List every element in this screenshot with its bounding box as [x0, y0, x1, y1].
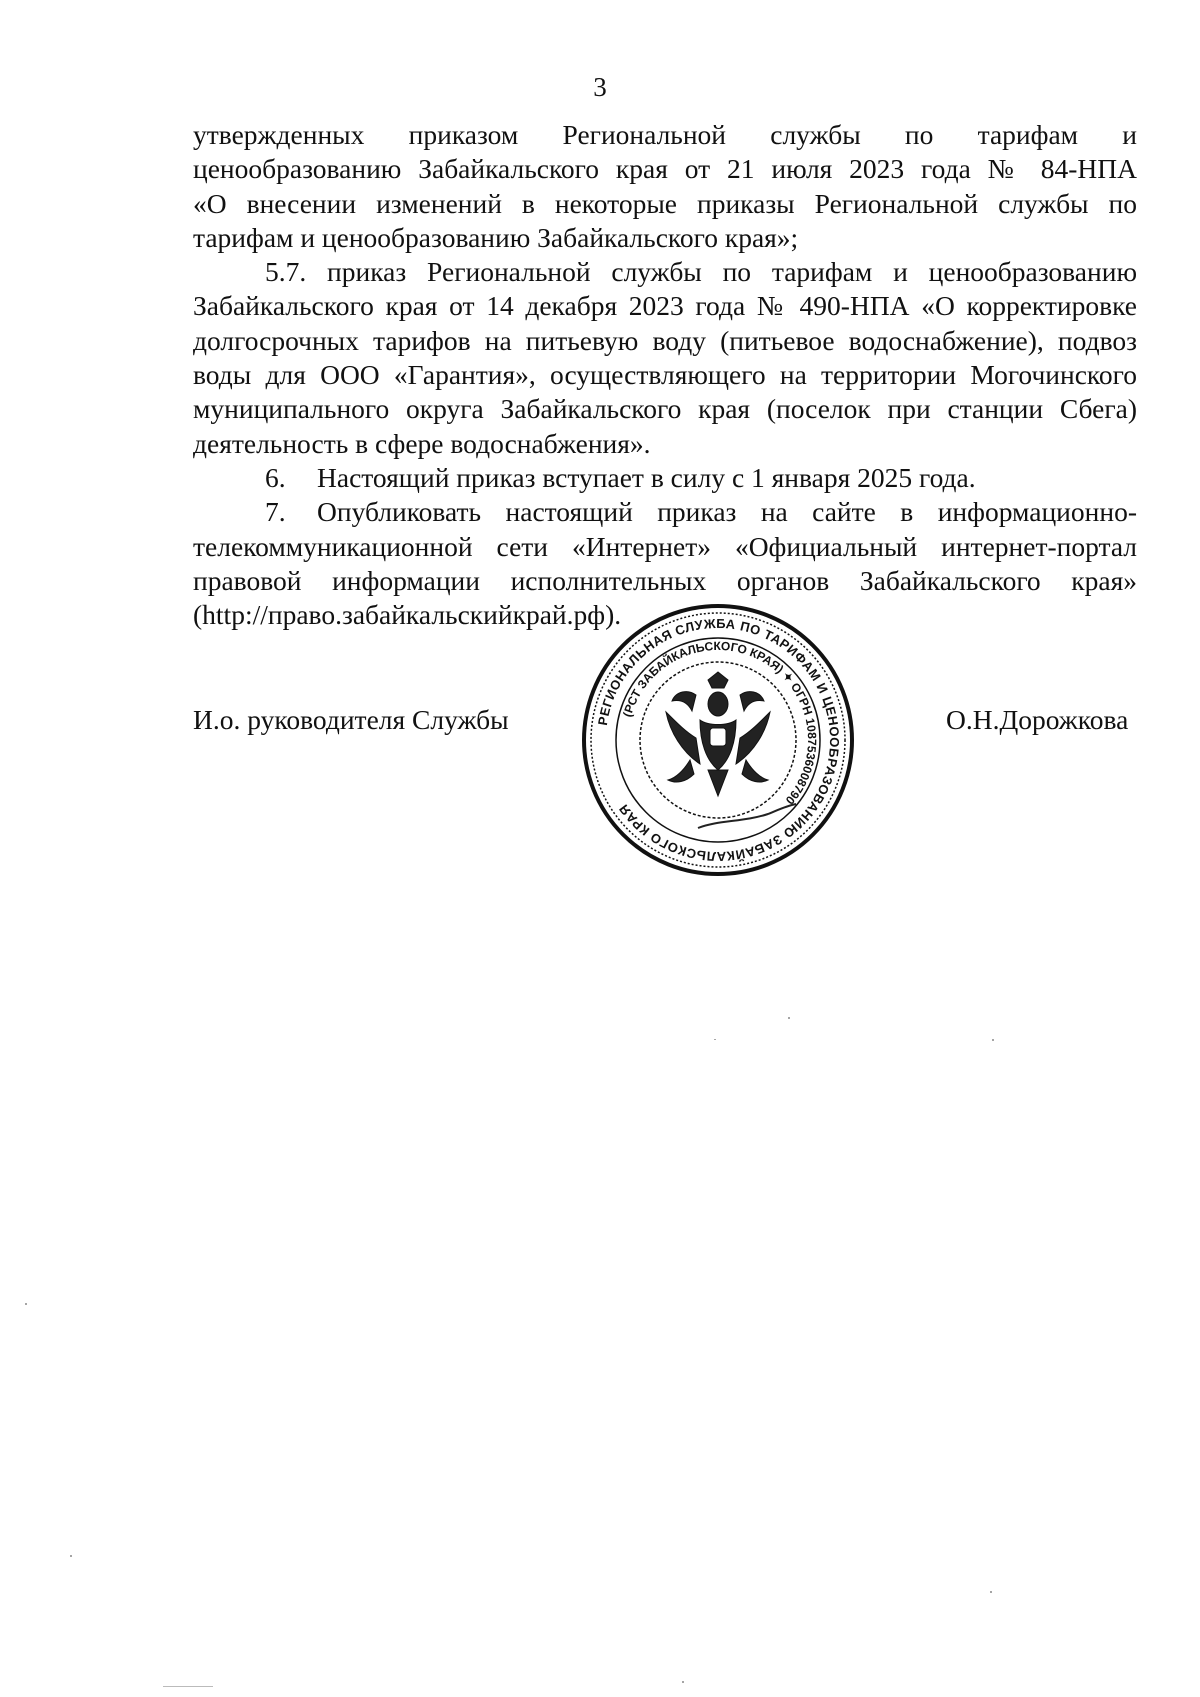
- paragraph-line: Забайкальского края от 14 декабря 2023 года № 490-НПА «О корректировке: [193, 290, 1137, 322]
- document-body: [193, 118, 1137, 632]
- paragraph-line: деятельность в сфере водоснабжения».: [193, 427, 651, 459]
- paragraph-line: воды для ООО «Гарантия», осуществляющего на территории Могочинского: [193, 359, 1137, 391]
- paragraph-line: долгосрочных тарифов на питьевую воду (питьевое водоснабжение), подвоз: [193, 324, 1137, 356]
- signature-stroke: [698, 804, 796, 828]
- paragraph-item-7: [193, 495, 1137, 529]
- paragraph-line: муниципального округа Забайкальского края (поселок при станции Сбега): [193, 393, 1137, 425]
- official-seal: [578, 600, 858, 880]
- paragraph-text: Опубликовать настоящий приказ на сайте в информационно-: [317, 496, 1137, 528]
- scan-speck: [990, 1591, 992, 1593]
- scan-speck: [992, 1039, 994, 1041]
- seal-inner-text: (РСТ ЗАБАЙКАЛЬСКОГО КРАЯ) ✦ ОГРН 1087536008790: [620, 638, 820, 808]
- scan-speck: [25, 1303, 27, 1305]
- paragraph-line: «О внесении изменений в некоторые приказы Региональной службы по: [193, 187, 1137, 219]
- page-number: 3: [593, 72, 607, 102]
- signatory-name: О.Н.Дорожкова: [946, 704, 1129, 735]
- signatory-position: И.о. руководителя Службы: [193, 704, 509, 735]
- paragraph-item-6: [193, 461, 1137, 495]
- paragraph-line: ценообразованию Забайкальского края от 21 июля 2023 года № 84-НПА: [193, 153, 1137, 185]
- paragraph-line: 5.7. приказ Региональной службы по тарифам и ценообразованию: [265, 256, 1137, 288]
- item-number: 6.: [265, 461, 286, 493]
- scan-speck: [163, 1686, 213, 1687]
- scan-speck: [788, 1017, 790, 1019]
- scan-speck: [714, 1039, 716, 1040]
- item-number: 7.: [265, 496, 286, 528]
- scan-speck: [70, 1555, 72, 1557]
- seal-outer-text: РЕГИОНАЛЬНАЯ СЛУЖБА ПО ТАРИФАМ И ЦЕНООБРАЗОВАНИЮ ЗАБАЙКАЛЬСКОГО КРАЯ: [594, 615, 843, 865]
- double-headed-eagle-icon: [666, 672, 770, 796]
- paragraph-line: (http://право.забайкальскийкрай.рф).: [193, 599, 622, 631]
- paragraph-text: Настоящий приказ вступает в силу с 1 января 2025 года.: [317, 461, 976, 493]
- paragraph-line: правовой информации исполнительных органов Забайкальского края»: [193, 564, 1137, 596]
- paragraph-line: тарифам и ценообразованию Забайкальского края»;: [193, 221, 799, 253]
- paragraph-line: утвержденных приказом Региональной службы по тарифам и: [193, 119, 1137, 150]
- scan-speck: [682, 1681, 684, 1683]
- paragraph-line: телекоммуникационной сети «Интернет» «Официальный интернет-портал: [193, 530, 1137, 562]
